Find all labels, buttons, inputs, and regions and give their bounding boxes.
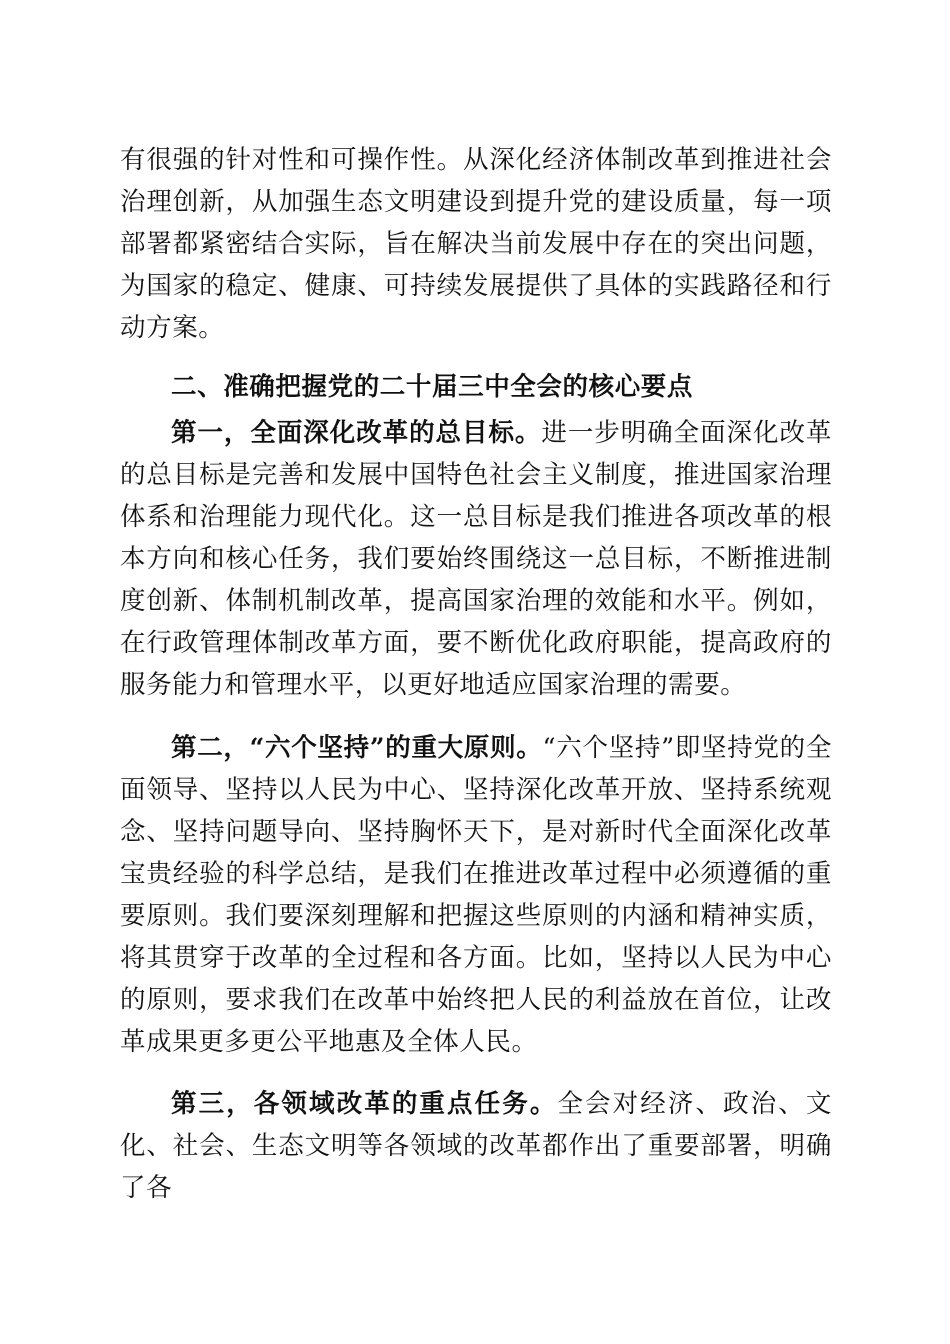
point-1-body: 进一步明确全面深化改革的总目标是完善和发展中国特色社会主义制度，推进国家治理体系和治理能力现代化。这一总目标是我们推进各项改革的根本方向和核心任务，我们要始终围绕这一总目标，不断推进制度创新、体制机制改革，提高国家治理的效能和水平。例如，在行政管理体制改革方面，要不断优化政府职能，提高政府的服务能力和管理水平，以更好地适应国家治理的需要。 bbox=[120, 418, 832, 700]
section-heading: 二、准确把握党的二十届三中全会的核心要点 bbox=[171, 372, 694, 402]
paragraph-intro-continuation bbox=[120, 139, 832, 349]
paragraph-point-1 bbox=[120, 412, 832, 706]
point-2-lead: 第二，“六个坚持”的重大原则。 bbox=[171, 733, 543, 763]
paragraph-point-2 bbox=[120, 727, 832, 1063]
paragraph-point-3 bbox=[120, 1083, 832, 1209]
point-3-body: 全会对经济、政治、文化、社会、生态文明等各领域的改革都作出了重要部署，明确了各 bbox=[120, 1089, 832, 1203]
paragraph-text: 有很强的针对性和可操作性。从深化经济体制改革到推进社会治理创新，从加强生态文明建设到提升党的建设质量，每一项部署都紧密结合实际，旨在解决当前发展中存在的突出问题，为国家的稳定、健康、可持续发展提供了具体的实践路径和行动方案。 bbox=[120, 145, 832, 343]
point-1-lead: 第一，全面深化改革的总目标。 bbox=[171, 418, 542, 448]
point-2-body: “六个坚持”即坚持党的全面领导、坚持以人民为中心、坚持深化改革开放、坚持系统观念、坚持问题导向、坚持胸怀天下，是对新时代全面深化改革宝贵经验的科学总结，是我们在推进改革过程中必须遵循的重要原则。我们要深刻理解和把握这些原则的内涵和精神实质，将其贯穿于改革的全过程和各方面。比如，坚持以人民为中心的原则，要求我们在改革中始终把人民的利益放在首位，让改革成果更多更公平地惠及全体人民。 bbox=[120, 733, 832, 1057]
point-3-lead: 第三，各领域改革的重点任务。 bbox=[171, 1089, 558, 1119]
